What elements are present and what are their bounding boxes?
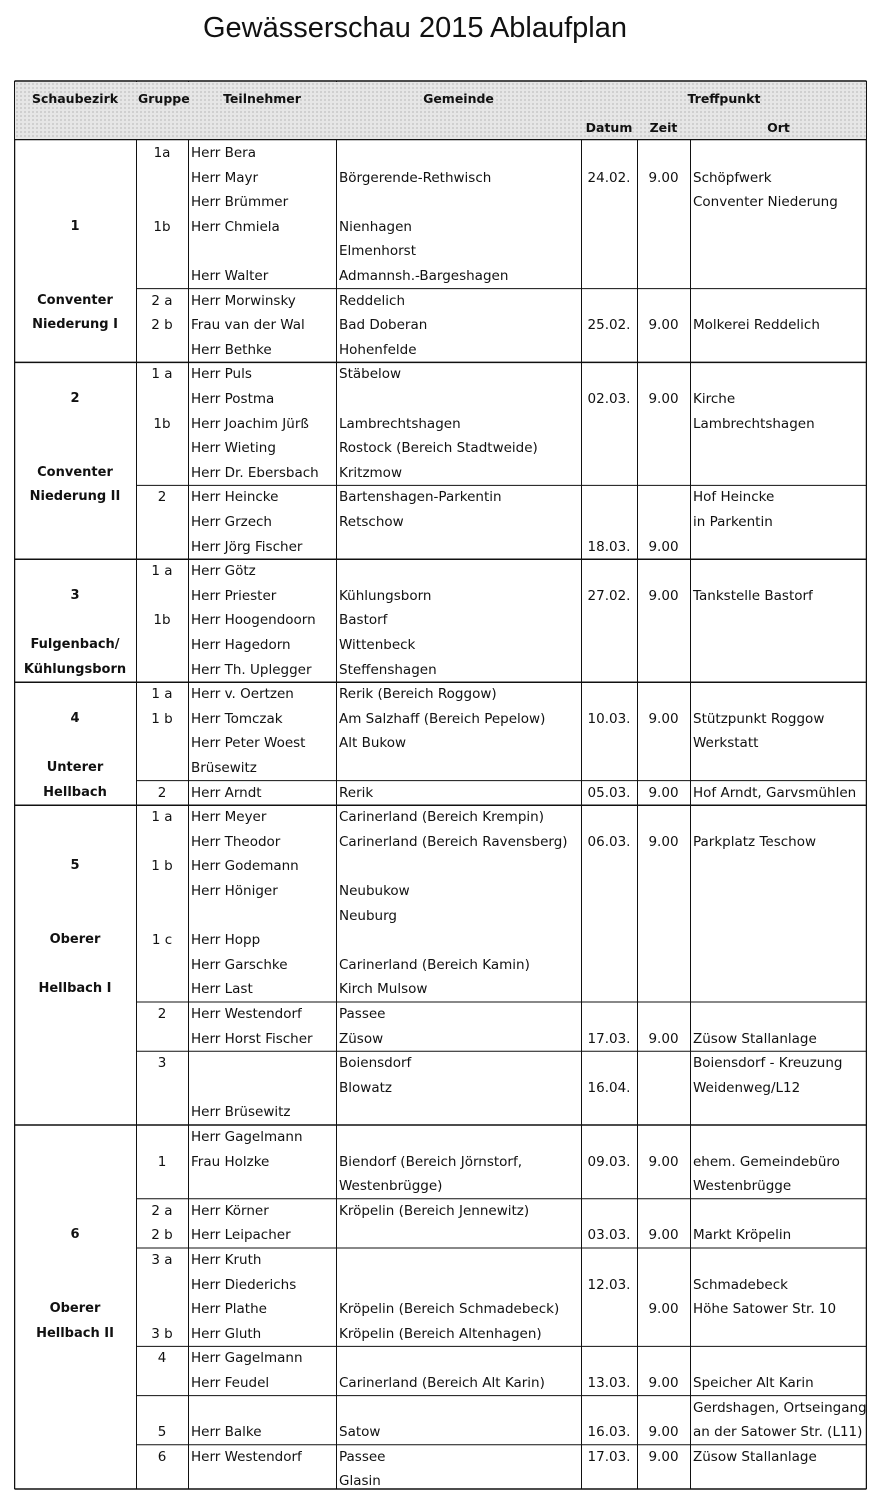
page-title: Gewässerschau 2015 Ablaufplan <box>202 12 627 44</box>
gemeinde-cell: Alt Bukow <box>339 735 407 752</box>
zeit-cell: 9.00 <box>648 1448 679 1465</box>
teilnehmer-cell: Herr Morwinsky <box>191 292 296 309</box>
zeit-cell: 9.00 <box>648 1227 679 1244</box>
gemeinde-cell: Nienhagen <box>339 218 412 235</box>
gruppe-cell: 1 a <box>151 686 173 703</box>
header-gemeinde: Gemeinde <box>423 91 494 106</box>
ort-cell: Tankstelle Bastorf <box>693 587 813 604</box>
gemeinde-cell: Westenbrügge) <box>339 1178 443 1195</box>
ort-cell: Westenbrügge <box>693 1178 792 1195</box>
gruppe-cell: 1 b <box>151 710 173 727</box>
teilnehmer-cell: Herr Brümmer <box>191 194 289 211</box>
gemeinde-cell: Carinerland (Bereich Kamin) <box>339 956 530 973</box>
datum-cell: 18.03. <box>587 538 631 555</box>
gemeinde-cell: Retschow <box>339 514 404 530</box>
teilnehmer-cell: Herr Bethke <box>191 341 272 358</box>
gruppe-cell: 2 b <box>151 1227 173 1244</box>
gruppe-cell: 1b <box>153 218 171 235</box>
teilnehmer-cell: Herr Kruth <box>191 1252 262 1268</box>
gemeinde-cell: Passee <box>339 1448 386 1465</box>
gemeinde-cell: Lambrechtshagen <box>339 415 461 432</box>
header-gruppe: Gruppe <box>138 91 190 106</box>
gruppe-cell: 3 <box>157 1055 167 1072</box>
ort-cell: Weidenweg/L12 <box>693 1079 801 1096</box>
gemeinde-cell: Carinerland (Bereich Ravensberg) <box>339 833 568 850</box>
bez-4-label: 4 <box>70 710 80 726</box>
gemeinde-cell: Wittenbeck <box>339 637 416 653</box>
zeit-cell: 9.00 <box>648 317 679 334</box>
header-schaubezirk: Schaubezirk <box>31 91 119 106</box>
gemeinde-cell: Admannsh.-Bargeshagen <box>339 268 509 284</box>
gemeinde-cell: Börgerende-Rethwisch <box>339 169 492 186</box>
gruppe-cell: 3 b <box>151 1325 173 1342</box>
gemeinde-cell: Rerik <box>339 784 374 801</box>
teilnehmer-cell: Herr Gagelmann <box>191 1350 303 1367</box>
gruppe-cell: 1a <box>153 145 171 161</box>
gruppe-cell: 1 a <box>151 366 173 383</box>
gemeinde-cell: Bad Doberan <box>339 317 428 334</box>
bez-1-label: 1 <box>70 218 80 234</box>
teilnehmer-cell: Herr Gluth <box>191 1325 262 1342</box>
bez-6-label: Oberer <box>49 1301 101 1317</box>
gemeinde-cell: Kühlungsborn <box>339 587 432 604</box>
teilnehmer-cell: Herr Hopp <box>191 932 261 949</box>
teilnehmer-cell: Herr Körner <box>191 1202 269 1219</box>
gruppe-cell: 1 b <box>151 858 173 875</box>
bez-2-label: 2 <box>70 391 80 406</box>
zeit-cell: 9.00 <box>648 391 679 407</box>
bez-1-label: Niederung I <box>32 317 118 333</box>
gruppe-cell: 6 <box>157 1448 167 1465</box>
teilnehmer-cell: Herr Postma <box>191 391 275 407</box>
bez-5-label: Hellbach I <box>38 981 112 997</box>
zeit-cell: 9.00 <box>648 1030 679 1047</box>
gemeinde-cell: Stäbelow <box>339 366 402 383</box>
teilnehmer-cell: Herr Plathe <box>191 1301 267 1318</box>
zeit-cell: 9.00 <box>648 710 679 727</box>
gemeinde-cell: Kröpelin (Bereich Schmadebeck) <box>339 1301 560 1318</box>
teilnehmer-cell: Herr Th. Uplegger <box>191 661 312 678</box>
datum-cell: 03.03. <box>587 1227 631 1244</box>
teilnehmer-cell: Herr Jörg Fischer <box>191 538 303 555</box>
gemeinde-cell: Neubukow <box>339 883 410 899</box>
bez-5-label: Oberer <box>49 932 101 948</box>
gruppe-cell: 4 <box>157 1350 167 1367</box>
gruppe-cell: 1 a <box>151 809 173 826</box>
zeit-cell: 9.00 <box>648 1424 679 1441</box>
gemeinde-cell: Rerik (Bereich Roggow) <box>339 686 497 703</box>
gruppe-cell: 2 a <box>151 1202 173 1219</box>
teilnehmer-cell: Brüsewitz <box>191 760 257 776</box>
teilnehmer-cell: Herr Garschke <box>191 956 288 973</box>
teilnehmer-cell: Herr Peter Woest <box>191 735 306 752</box>
bez-2-label: Niederung II <box>29 489 121 505</box>
datum-cell: 12.03. <box>587 1276 631 1293</box>
bez-6-label: 6 <box>70 1227 80 1243</box>
zeit-cell: 9.00 <box>648 169 679 186</box>
gemeinde-cell: Am Salzhaff (Bereich Pepelow) <box>339 710 546 727</box>
gemeinde-cell: Bastorf <box>339 612 388 629</box>
teilnehmer-cell: Herr Heincke <box>191 489 279 506</box>
ort-cell: in Parkentin <box>693 514 773 530</box>
teilnehmer-cell: Herr Dr. Ebersbach <box>191 464 319 481</box>
gemeinde-cell: Passee <box>339 1006 386 1022</box>
zeit-cell: 9.00 <box>648 1375 679 1391</box>
teilnehmer-cell: Herr Grzech <box>191 514 272 530</box>
zeit-cell: 9.00 <box>648 833 679 850</box>
gruppe-cell: 2 <box>157 489 167 506</box>
ort-cell: Lambrechtshagen <box>693 415 815 432</box>
datum-cell: 06.03. <box>587 833 631 850</box>
bez-4-label: Hellbach <box>43 784 107 800</box>
gemeinde-cell: Elmenhorst <box>339 243 416 260</box>
teilnehmer-cell: Herr Westendorf <box>191 1448 302 1465</box>
teilnehmer-cell: Herr Bera <box>191 145 257 161</box>
ort-cell: Kirche <box>693 391 736 407</box>
gruppe-cell: 1 <box>157 1153 167 1170</box>
gruppe-cell: 1 c <box>151 932 173 949</box>
bez-5-label: 5 <box>70 858 80 874</box>
bez-4-label: Unterer <box>46 760 104 775</box>
gemeinde-cell: Bartenshagen-Parkentin <box>339 489 502 506</box>
header-ort: Ort <box>767 120 790 135</box>
datum-cell: 16.04. <box>587 1079 631 1096</box>
gemeinde-cell: Blowatz <box>339 1079 392 1096</box>
gruppe-cell: 1b <box>153 612 171 629</box>
gemeinde-cell: Kröpelin (Bereich Jennewitz) <box>339 1202 530 1219</box>
gruppe-cell: 2 <box>157 1006 167 1022</box>
gemeinde-cell: Steffenshagen <box>339 661 437 678</box>
teilnehmer-cell: Herr Höniger <box>191 883 278 899</box>
zeit-cell: 9.00 <box>648 587 679 604</box>
teilnehmer-cell: Herr Gagelmann <box>191 1129 303 1145</box>
teilnehmer-cell: Herr Hagedorn <box>191 637 291 653</box>
gemeinde-cell: Boiensdorf <box>339 1055 412 1072</box>
datum-cell: 24.02. <box>587 169 631 186</box>
zeit-cell: 9.00 <box>648 784 679 801</box>
ort-cell: Molkerei Reddelich <box>693 317 820 334</box>
ort-cell: Höhe Satower Str. 10 <box>693 1301 837 1318</box>
gruppe-cell: 1 a <box>151 563 173 580</box>
gemeinde-cell: Neuburg <box>339 907 397 924</box>
teilnehmer-cell: Herr Godemann <box>191 858 299 875</box>
teilnehmer-cell: Herr Priester <box>191 587 277 604</box>
teilnehmer-cell: Herr Chmiela <box>191 218 280 235</box>
datum-cell: 27.02. <box>587 587 631 604</box>
teilnehmer-cell: Herr Feudel <box>191 1375 270 1391</box>
datum-cell: 05.03. <box>587 784 631 801</box>
ort-cell: Speicher Alt Karin <box>693 1375 814 1391</box>
ort-cell: Züsow Stallanlage <box>693 1030 817 1047</box>
bez-3-label: 3 <box>70 587 80 603</box>
header-datum: Datum <box>585 120 633 135</box>
ort-cell: Stützpunkt Roggow <box>693 710 825 727</box>
gemeinde-cell: Biendorf (Bereich Jörnstorf, <box>339 1153 523 1170</box>
zeit-cell: 9.00 <box>648 538 679 555</box>
zeit-cell: 9.00 <box>648 1153 679 1170</box>
header-teilnehmer: Teilnehmer <box>223 91 301 106</box>
teilnehmer-cell: Herr Horst Fischer <box>191 1030 313 1047</box>
datum-cell: 09.03. <box>587 1153 631 1170</box>
ort-cell: an der Satower Str. (L11) <box>693 1424 863 1441</box>
datum-cell: 13.03. <box>587 1375 631 1391</box>
teilnehmer-cell: Herr Last <box>191 981 253 998</box>
teilnehmer-cell: Herr Theodor <box>191 833 281 850</box>
gemeinde-cell: Kirch Mulsow <box>339 981 428 998</box>
gruppe-cell: 5 <box>157 1424 167 1441</box>
ort-cell: Züsow Stallanlage <box>693 1448 817 1465</box>
teilnehmer-cell: Frau van der Wal <box>191 317 305 334</box>
teilnehmer-cell: Herr Walter <box>191 268 269 284</box>
teilnehmer-cell: Herr Westendorf <box>191 1006 302 1022</box>
gruppe-cell: 2 a <box>151 292 173 309</box>
gemeinde-cell: Satow <box>339 1424 381 1441</box>
teilnehmer-cell: Herr Balke <box>191 1424 262 1441</box>
bez-1-label: Conventer <box>37 292 113 308</box>
teilnehmer-cell: Herr Mayr <box>191 169 259 186</box>
datum-cell: 17.03. <box>587 1448 631 1465</box>
ort-cell: Gerdshagen, Ortseingang <box>693 1399 867 1416</box>
ort-cell: Schöpfwerk <box>693 169 772 186</box>
gemeinde-cell: Carinerland (Bereich Alt Karin) <box>339 1375 545 1391</box>
gruppe-cell: 2 b <box>151 317 173 334</box>
bez-3-label: Fulgenbach/ <box>30 637 120 652</box>
teilnehmer-cell: Herr Hoogendoorn <box>191 612 316 629</box>
gemeinde-cell: Carinerland (Bereich Krempin) <box>339 809 544 826</box>
gemeinde-cell: Glasin <box>339 1473 381 1490</box>
teilnehmer-cell: Herr Meyer <box>191 809 267 826</box>
gemeinde-cell: Hohenfelde <box>339 341 417 358</box>
gruppe-cell: 3 a <box>151 1252 173 1268</box>
gruppe-cell: 2 <box>157 784 167 801</box>
teilnehmer-cell: Herr Joachim Jürß <box>191 415 309 432</box>
bez-6-label: Hellbach II <box>36 1325 114 1341</box>
header-zeit: Zeit <box>649 120 678 135</box>
datum-cell: 10.03. <box>587 710 631 727</box>
gemeinde-cell: Kröpelin (Bereich Altenhagen) <box>339 1325 542 1342</box>
ort-cell: Boiensdorf - Kreuzung <box>693 1055 843 1072</box>
ort-cell: Conventer Niederung <box>693 194 838 211</box>
header-treffpunkt: Treffpunkt <box>687 91 761 106</box>
teilnehmer-cell: Herr Wieting <box>191 440 276 457</box>
datum-cell: 17.03. <box>587 1030 631 1047</box>
ort-cell: Hof Heincke <box>693 489 775 506</box>
teilnehmer-cell: Herr Arndt <box>191 784 262 801</box>
teilnehmer-cell: Herr Leipacher <box>191 1227 291 1244</box>
ort-cell: Markt Kröpelin <box>693 1227 792 1244</box>
ort-cell: Hof Arndt, Garvsmühlen <box>693 784 857 801</box>
gemeinde-cell: Rostock (Bereich Stadtweide) <box>339 440 538 457</box>
teilnehmer-cell: Herr Tomczak <box>191 710 283 727</box>
datum-cell: 25.02. <box>587 317 631 334</box>
ort-cell: Werkstatt <box>693 735 759 752</box>
gruppe-cell: 1b <box>153 415 171 432</box>
teilnehmer-cell: Herr Diederichs <box>191 1276 297 1293</box>
ort-cell: ehem. Gemeindebüro <box>693 1153 840 1170</box>
teilnehmer-cell: Herr Puls <box>191 366 252 383</box>
gemeinde-cell: Reddelich <box>339 292 406 309</box>
datum-cell: 16.03. <box>587 1424 631 1441</box>
gemeinde-cell: Kritzmow <box>339 464 402 481</box>
teilnehmer-cell: Herr Brüsewitz <box>191 1104 291 1121</box>
bez-3-label: Kühlungsborn <box>23 661 127 677</box>
teilnehmer-cell: Herr Götz <box>191 563 256 580</box>
bez-2-label: Conventer <box>37 464 113 480</box>
datum-cell: 02.03. <box>587 391 631 407</box>
ort-cell: Parkplatz Teschow <box>693 833 817 850</box>
zeit-cell: 9.00 <box>648 1301 679 1318</box>
teilnehmer-cell: Herr v. Oertzen <box>191 686 294 703</box>
gemeinde-cell: Züsow <box>339 1030 384 1047</box>
ort-cell: Schmadebeck <box>693 1276 788 1293</box>
teilnehmer-cell: Frau Holzke <box>191 1153 270 1170</box>
